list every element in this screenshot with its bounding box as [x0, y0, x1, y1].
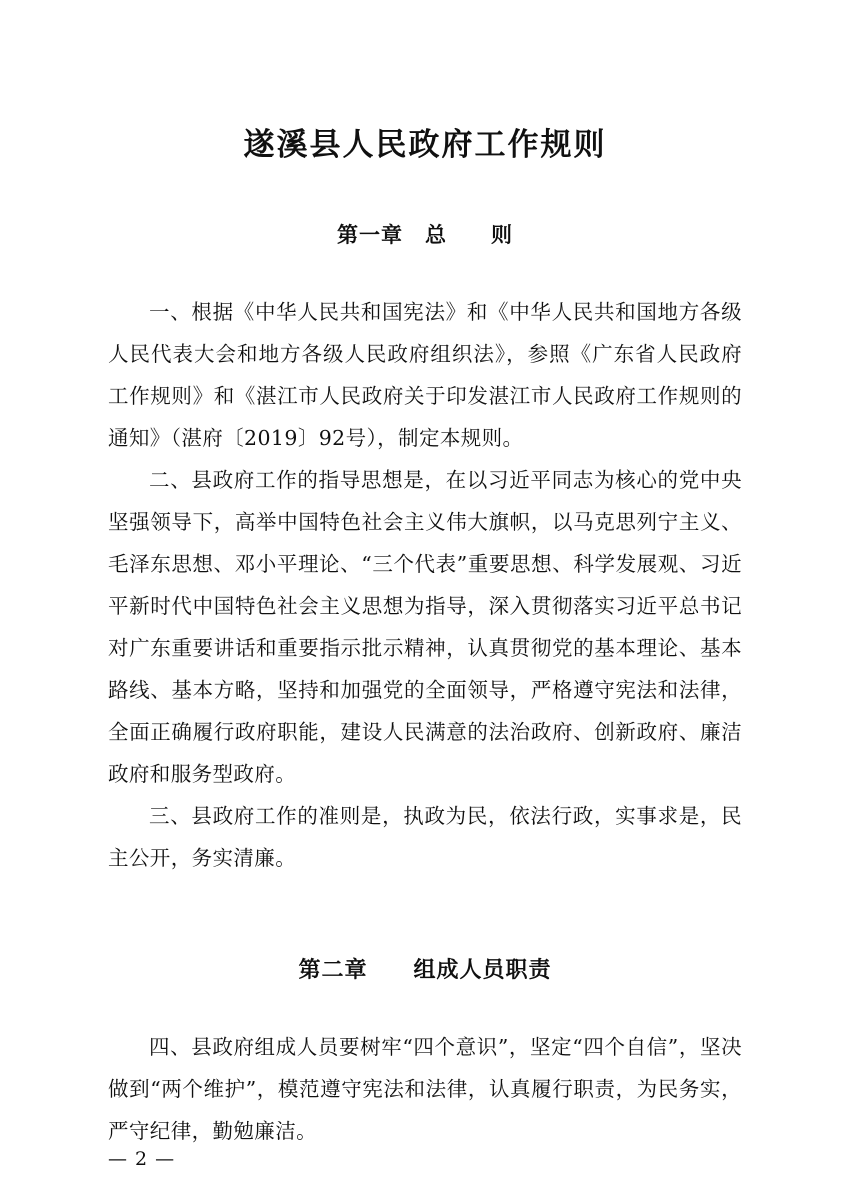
page-title: 遂溪县人民政府工作规则	[243, 127, 607, 163]
chapter-heading-2: 第二章 组成人员职责	[298, 957, 552, 984]
paragraph-article-1: 一、根据《中华人民共和国宪法》和《中华人民共和国地方各级人民代表大会和地方各级人民政府组织法》，参照《广东省人民政府工作规则》和《湛江市人民政府关于印发湛江市人民政府工作规则的通知》（湛府〔2019〕92号），制定本规则。	[108, 300, 742, 451]
page-number: — 2 —	[108, 1148, 176, 1170]
chapter-heading-1: 第一章 总 则	[337, 222, 513, 248]
paragraph-article-2: 二、县政府工作的指导思想是，在以习近平同志为核心的党中央坚强领导下，高举中国特色社会主义伟大旗帜，以马克思列宁主义、毛泽东思想、邓小平理论、“三个代表”重要思想、科学发展观、习近平新时代中国特色社会主义思想为指导，深入贯彻落实习近平总书记对广东重要讲话和重要指示批示精神，认真贯彻党的基本理论、基本路线、基本方略，坚持和加强党的全面领导，严格遵守宪法和法律，全面正确履行政府职能，建设人民满意的法治政府、创新政府、廉洁政府和服务型政府。	[108, 468, 742, 787]
paragraph-article-4: 四、县政府组成人员要树牢“四个意识”，坚定“四个自信”，坚决做到“两个维护”，模范遵守宪法和法律，认真履行职责，为民务实，严守纪律，勤勉廉洁。	[108, 1035, 742, 1144]
paragraph-article-3: 三、县政府工作的准则是，执政为民，依法行政，实事求是，民主公开，务实清廉。	[108, 804, 742, 871]
